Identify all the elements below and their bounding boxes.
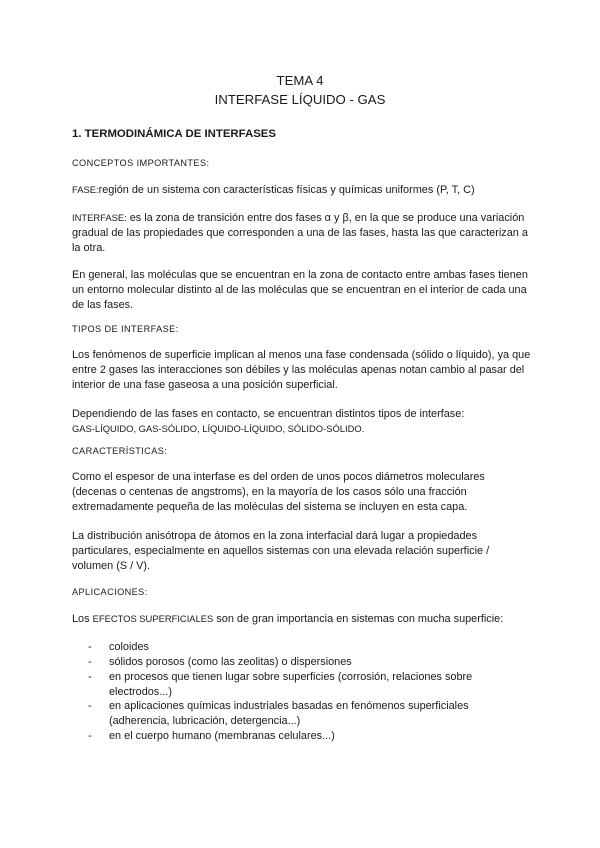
bullet-dash: - [88, 641, 92, 653]
aplicaciones-intro: Los EFECTOS SUPERFICIALES son de gran importancia en sistemas con mucha superficie: [72, 613, 504, 625]
interfase-term: INTERFASE: [72, 212, 127, 223]
list-item: en procesos que tienen lugar sobre superficies (corrosión, relaciones sobre electrodos...) [109, 671, 473, 699]
caracteristicas-paragraph-1: Como el espesor de una interfase es del orden de unos pocos diámetros moleculares (decenas o centenas de angstroms), en la mayoría de los casos sólo una fracción extremadamente pequeña de las moléculas del sistema se incluyen en esta capa. [72, 471, 485, 514]
topic-title: INTERFASE LÍQUIDO - GAS [214, 92, 386, 107]
tipos-list: GAS-LÍQUIDO, GAS-SÓLIDO, LÍQUIDO-LÍQUIDO, SÓLIDO-SÓLIDO. [72, 423, 365, 434]
bullet-dash: - [88, 656, 92, 668]
list-item: en el cuerpo humano (membranas celulares...) [109, 730, 335, 742]
interfase-definition [72, 210, 532, 257]
general-paragraph: En general, las moléculas que se encuentran en la zona de contacto entre ambas fases tienen un entorno molecular distinto al de las moléculas que se encuentran en el interior de cada una de las fases. [72, 269, 528, 312]
caracteristicas-paragraph-2: La distribución anisótropa de átomos en la zona interfacial dará lugar a propiedades particulares, especialmente en aquellos sistemas con una elevada relación superficie / volumen (S / V). [72, 530, 490, 573]
fase-term: FASE: [72, 184, 99, 195]
tipos-paragraph: Los fenómenos de superficie implican al menos una fase condensada (sólido o líquido), ya que entre 2 gases las interacciones son débiles y las moléculas apenas notan cambio al pasar del interior de una fase gaseosa a una posición superficial. [72, 349, 531, 392]
bullet-dash: - [88, 730, 92, 742]
fase-text: región de un sistema con características físicas y químicas uniformes (P, T, C) [98, 184, 475, 196]
conceptos-label: CONCEPTOS IMPORTANTES: [72, 158, 210, 168]
fase-definition [72, 182, 532, 198]
tipos-label: TIPOS DE INTERFASE: [72, 324, 179, 334]
bullet-dash: - [88, 671, 92, 683]
aplicaciones-label: APLICACIONES: [72, 587, 148, 597]
topic-number: TEMA 4 [276, 73, 324, 88]
list-item: en aplicaciones químicas industriales basadas en fenómenos superficiales (adherencia, lubricación, detergencia...) [109, 700, 469, 728]
list-item: coloides [109, 641, 149, 653]
tipos-intro: Dependiendo de las fases en contacto, se encuentran distintos tipos de interfase: [72, 408, 465, 420]
bullet-dash: - [88, 700, 92, 712]
list-item: sólidos porosos (como las zeolitas) o dispersiones [109, 656, 352, 668]
section-heading: 1. TERMODINÁMICA DE INTERFASES [72, 128, 276, 140]
efectos-term: EFECTOS SUPERFICIALES [92, 613, 214, 624]
interfase-text: es la zona de transición entre dos fases α y β, en la que se produce una variación gradual de las propiedades que corresponden a una de las fases, hasta las que caracterizan a la otra. [72, 212, 528, 255]
caracteristicas-label: CARACTERÍSTICAS: [72, 446, 168, 456]
